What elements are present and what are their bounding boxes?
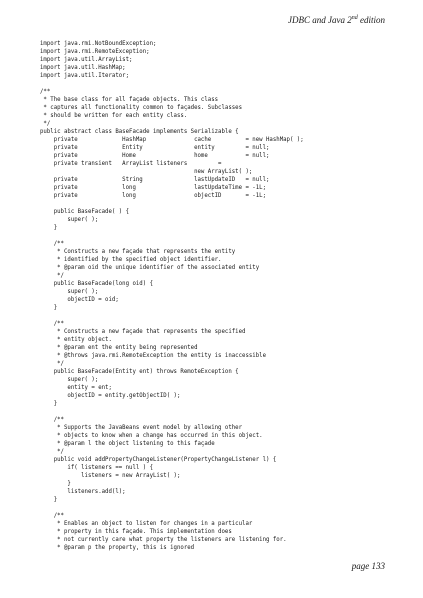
code-line — [40, 232, 400, 240]
code-line: * Constructs a new façade that represents the entity — [40, 249, 236, 255]
code-line — [40, 504, 400, 512]
code-line: objectID = entity.getObjectID( ); — [40, 393, 181, 399]
code-line: * @param l the object listening to this façade — [40, 441, 215, 447]
code-line: public abstract class BaseFacade implements Serializable { — [40, 129, 239, 135]
code-line: listeners.add(l); — [40, 489, 126, 495]
code-line: * captures all functionality common to façades. Subclasses — [40, 105, 243, 111]
code-line: } — [40, 481, 71, 487]
code-line: } — [40, 497, 58, 503]
code-line: private Home home = null; — [40, 153, 270, 159]
code-line: /** — [40, 513, 64, 519]
code-line: objectID = oid; — [40, 297, 119, 303]
code-line: */ — [40, 121, 51, 127]
code-line: * entity object. — [40, 337, 112, 343]
code-line: private String lastUpdateID = null; — [40, 177, 270, 183]
code-line: public BaseFacade(long oid) { — [40, 281, 153, 287]
code-line: private long objectID = -1L; — [40, 193, 266, 199]
code-line: private HashMap cache = new HashMap( ); — [40, 137, 304, 143]
code-line: * not currently care what property the listeners are listening for. — [40, 537, 287, 543]
code-line: */ — [40, 449, 64, 455]
code-line: import java.util.ArrayList; — [40, 57, 133, 63]
code-line: super( ); — [40, 377, 99, 383]
code-line: /** — [40, 241, 64, 247]
code-line: /** — [40, 321, 64, 327]
code-line: * @throws java.rmi.RemoteException the entity is inaccessible — [40, 353, 266, 359]
code-line: super( ); — [40, 289, 99, 295]
code-line: private long lastUpdateTime = -1L; — [40, 185, 266, 191]
code-line: import java.rmi.RemoteException; — [40, 49, 150, 55]
code-line: * Supports the JavaBeans event model by allowing other — [40, 425, 243, 431]
code-line — [40, 200, 400, 208]
code-line: private Entity entity = null; — [40, 145, 270, 151]
code-line: * @param ent the entity being represented — [40, 345, 198, 351]
running-header — [288, 15, 385, 25]
code-line: import java.rmi.NotBoundException; — [40, 41, 157, 47]
code-line: */ — [40, 273, 64, 279]
code-listing — [40, 40, 400, 552]
code-line: super( ); — [40, 217, 99, 223]
code-line: private transient ArrayList listeners = — [40, 161, 222, 167]
code-line: public void addPropertyChangeListener(PropertyChangeListener l) { — [40, 457, 277, 463]
code-line: * The base class for all façade objects. This class — [40, 97, 219, 103]
code-line: entity = ent; — [40, 385, 112, 391]
code-line: * objects to know when a change has occurred in this object. — [40, 433, 263, 439]
code-line: if( listeners == null ) { — [40, 465, 153, 471]
code-line: public BaseFacade( ) { — [40, 209, 130, 215]
code-line: import java.util.HashMap; — [40, 65, 126, 71]
code-line: * @param oid the unique identifier of the associated entity — [40, 265, 260, 271]
code-line: * identified by the specified object identifier. — [40, 257, 222, 263]
code-line: } — [40, 225, 58, 231]
code-line: */ — [40, 361, 64, 367]
code-line — [40, 80, 400, 88]
edition-superscript: nd — [351, 15, 358, 21]
code-line: listeners = new ArrayList( ); — [40, 473, 181, 479]
code-line: new ArrayList( ); — [40, 169, 253, 175]
code-line: * should be written for each entity class. — [40, 113, 188, 119]
code-line — [40, 312, 400, 320]
code-line: public BaseFacade(Entity ent) throws RemoteException { — [40, 369, 239, 375]
code-line: import java.util.Iterator; — [40, 73, 130, 79]
code-line — [40, 408, 400, 416]
edition-word: edition — [360, 15, 385, 25]
code-line: } — [40, 305, 58, 311]
code-line: /** — [40, 417, 64, 423]
code-line: } — [40, 401, 58, 407]
book-title: JDBC and Java 2 — [288, 15, 352, 25]
code-line: * property in this façade. This implementation does — [40, 529, 232, 535]
page-number: page 133 — [351, 561, 385, 571]
code-line: * Constructs a new façade that represents the specified — [40, 329, 246, 335]
code-line: * Enables an object to listen for changes in a particular — [40, 521, 253, 527]
code-line: * @param p the property, this is ignored — [40, 545, 195, 551]
code-line: /** — [40, 89, 51, 95]
